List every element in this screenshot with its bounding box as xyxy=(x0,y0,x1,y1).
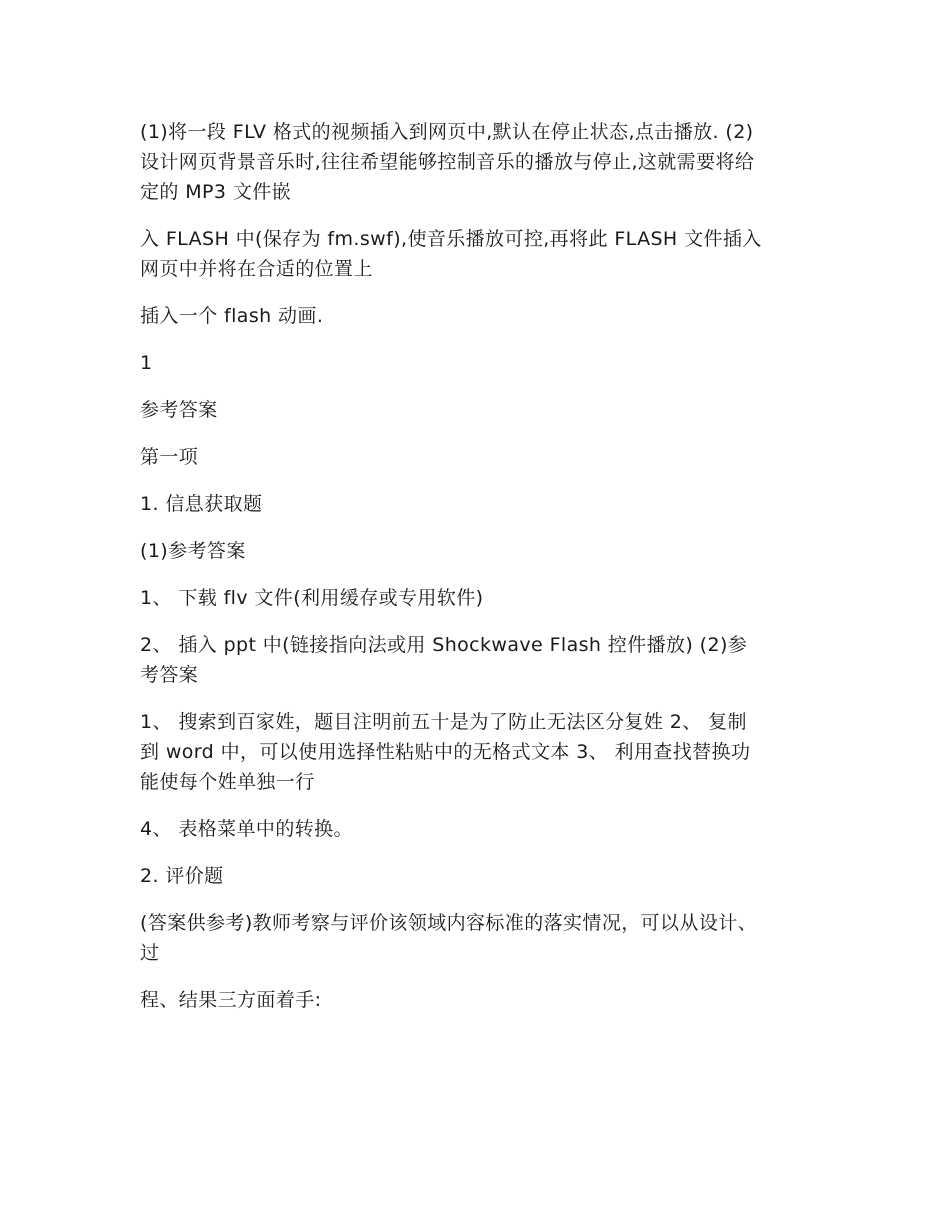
text-line: 第一项 xyxy=(140,446,199,468)
paragraph-evaluation xyxy=(140,908,810,968)
paragraph-insert-flash xyxy=(140,301,810,331)
heading-reference-answer xyxy=(140,395,810,425)
text-line: 定的 MP3 文件嵌 xyxy=(140,181,292,203)
list-item-download xyxy=(140,583,810,613)
subheading-answer-1 xyxy=(140,536,810,566)
text-line: 参考答案 xyxy=(140,399,218,421)
text-line: 能使每个姓单独一行 xyxy=(140,771,315,793)
heading-first-item xyxy=(140,442,810,472)
list-item-table-convert xyxy=(140,814,810,844)
paragraph-task-description xyxy=(140,117,810,207)
text-line: 4、 表格菜单中的转换。 xyxy=(140,818,353,840)
text-line: 1、 下载 flv 文件(利用缓存或专用软件) xyxy=(140,587,484,609)
list-item-insert-ppt xyxy=(140,630,810,690)
text-line: 1. 信息获取题 xyxy=(140,493,263,515)
text-line: (1)将一段 FLV 格式的视频插入到网页中,默认在停止状态,点击播放. (2) xyxy=(140,121,754,143)
heading-info-question xyxy=(140,489,810,519)
document-body xyxy=(140,117,810,1032)
text-line: 插入一个 flash 动画. xyxy=(140,305,324,327)
text-line: 到 word 中，可以使用选择性粘贴中的无格式文本 3、 利用查找替换功 xyxy=(140,741,751,763)
paragraph-task-continued xyxy=(140,224,810,284)
text-line: 程、结果三方面着手: xyxy=(140,989,322,1011)
text-line: 设计网页背景音乐时,往往希望能够控制音乐的播放与停止,这就需要将给 xyxy=(140,151,755,173)
paragraph-evaluation-continued xyxy=(140,985,810,1015)
text-line: 考答案 xyxy=(140,664,199,686)
text-line: (1)参考答案 xyxy=(140,540,246,562)
text-line: (答案供参考)教师考察与评价该领域内容标准的落实情况，可以从设计、 xyxy=(140,912,758,934)
text-line: 1、 搜索到百家姓，题目注明前五十是为了防止无法区分复姓 2、 复制 xyxy=(140,711,747,733)
text-line: 网页中并将在合适的位置上 xyxy=(140,258,373,280)
text-line: 2、 插入 ppt 中(链接指向法或用 Shockwave Flash 控件播放) (2)参 xyxy=(140,634,748,656)
heading-evaluation-question xyxy=(140,861,810,891)
list-item-search-surnames xyxy=(140,707,810,797)
text-line: 2. 评价题 xyxy=(140,865,224,887)
text-line: 入 FLASH 中(保存为 fm.swf),使音乐播放可控,再将此 FLASH 文件插入 xyxy=(140,228,762,250)
text-line: 1 xyxy=(140,352,153,374)
text-line: 过 xyxy=(140,942,160,964)
page-number xyxy=(140,348,810,378)
